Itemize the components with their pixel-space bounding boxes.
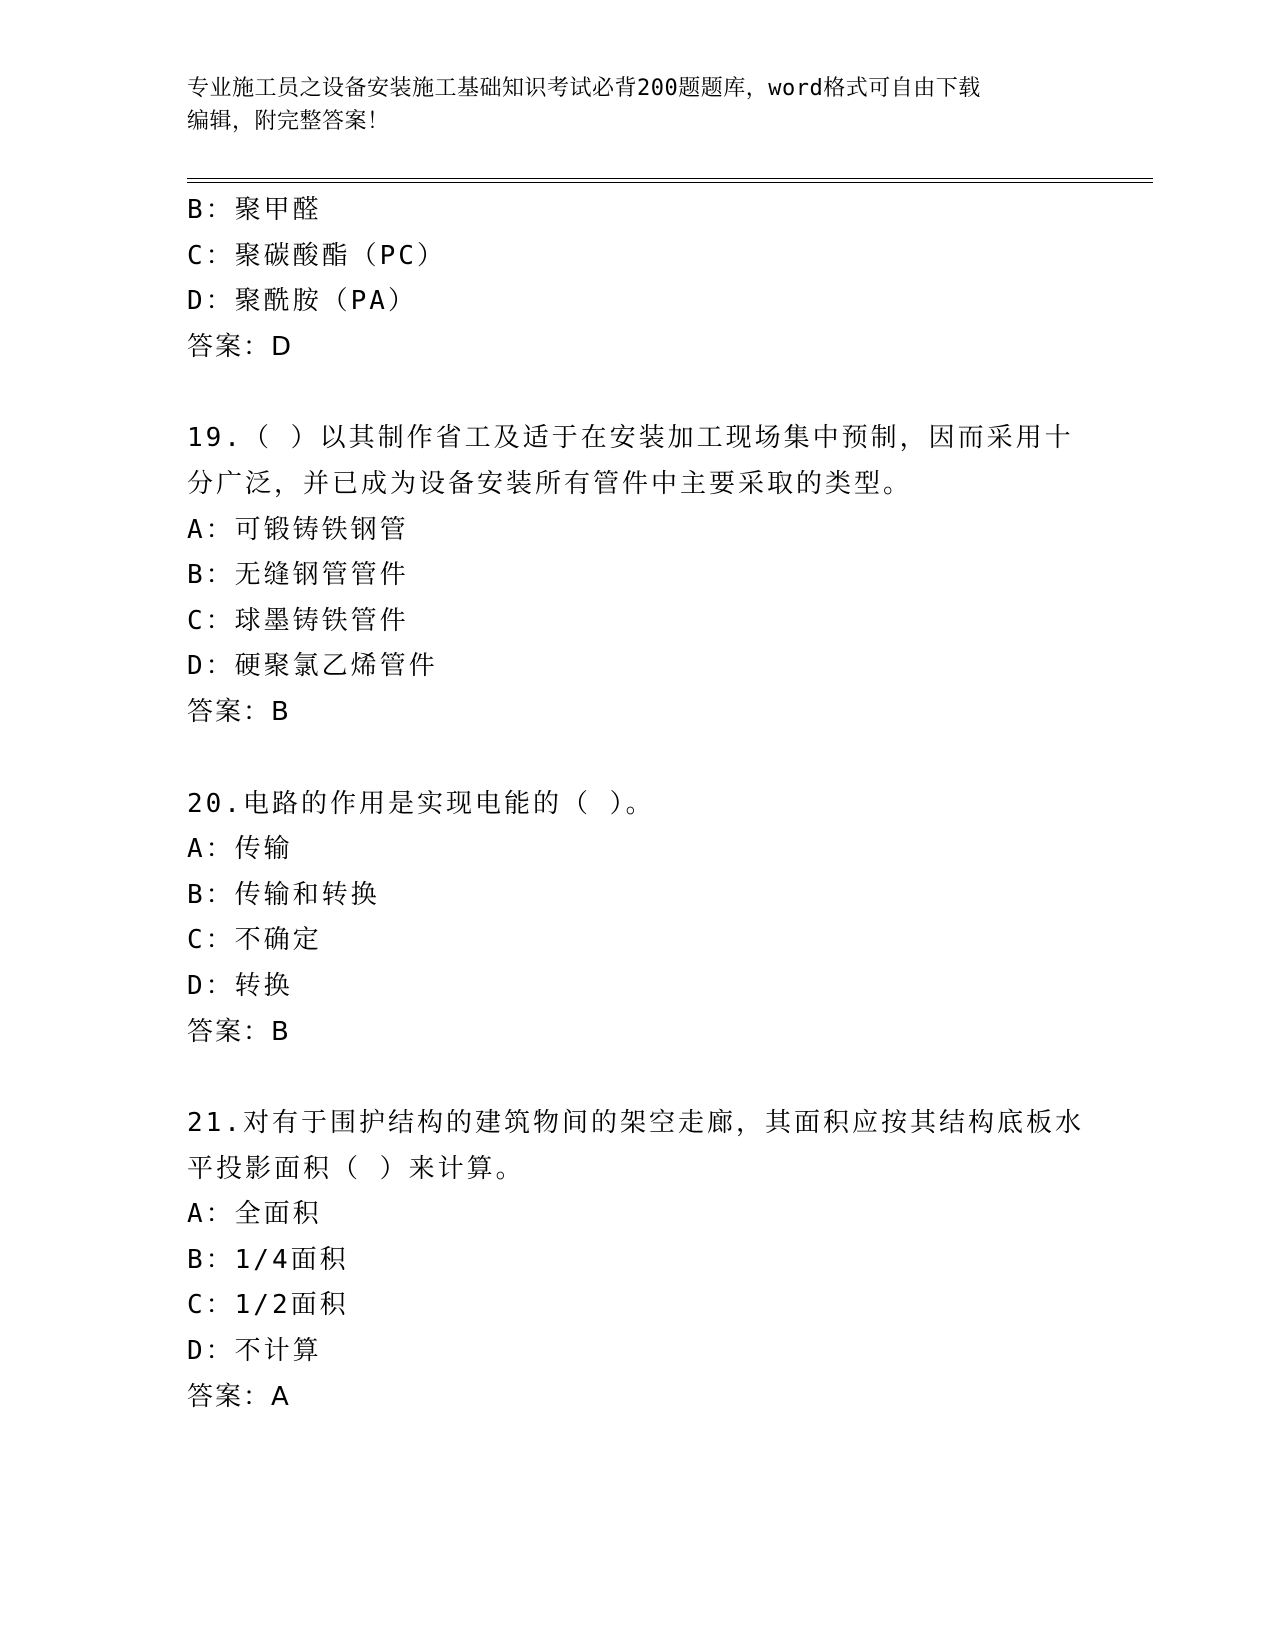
answer-line: 答案：B	[187, 1016, 291, 1047]
option-a: A：可锻铸铁钢管	[187, 514, 409, 545]
option-b: B：聚甲醛	[187, 195, 322, 225]
question-19	[187, 416, 1087, 735]
question-stem: 21.对有于围护结构的建筑物间的架空走廊，其面积应按其结构底板水	[187, 1108, 1084, 1139]
document-header	[187, 72, 1067, 138]
option-b: B：传输和转换	[187, 879, 380, 910]
option-d: D：不计算	[187, 1336, 322, 1367]
answer-line: 答案：B	[187, 696, 291, 727]
option-a: A：传输	[187, 834, 293, 865]
question-stem: 20.电路的作用是实现电能的（ ）。	[187, 788, 655, 819]
option-d: D：聚酰胺（PA）	[187, 286, 417, 317]
answer-line: 答案：A	[187, 1381, 291, 1412]
option-b: B：1/4面积	[187, 1244, 349, 1275]
header-line: 编辑，附完整答案！	[187, 109, 390, 134]
option-c: C：球墨铸铁管件	[187, 605, 409, 636]
document-body	[187, 188, 1087, 1420]
option-a: A：全面积	[187, 1199, 322, 1230]
option-d: D：转换	[187, 970, 293, 1001]
option-b: B：无缝钢管管件	[187, 560, 409, 591]
header-divider	[187, 178, 1153, 183]
option-c: C：不确定	[187, 925, 322, 956]
partial-question	[187, 188, 1087, 370]
option-d: D：硬聚氯乙烯管件	[187, 651, 438, 682]
question-stem: 19.（ ）以其制作省工及适于在安装加工现场集中预制，因而采用十	[187, 423, 1074, 454]
option-c: C：1/2面积	[187, 1290, 349, 1321]
header-line: 专业施工员之设备安装施工基础知识考试必背200题题库，word格式可自由下载	[187, 76, 981, 101]
question-stem: 分广泛，并已成为设备安装所有管件中主要采取的类型。	[187, 468, 913, 499]
answer-line: 答案：D	[187, 331, 294, 362]
question-20	[187, 782, 1087, 1056]
question-stem: 平投影面积（ ）来计算。	[187, 1153, 525, 1184]
option-c: C：聚碳酸酯（PC）	[187, 240, 446, 271]
question-21	[187, 1101, 1087, 1420]
